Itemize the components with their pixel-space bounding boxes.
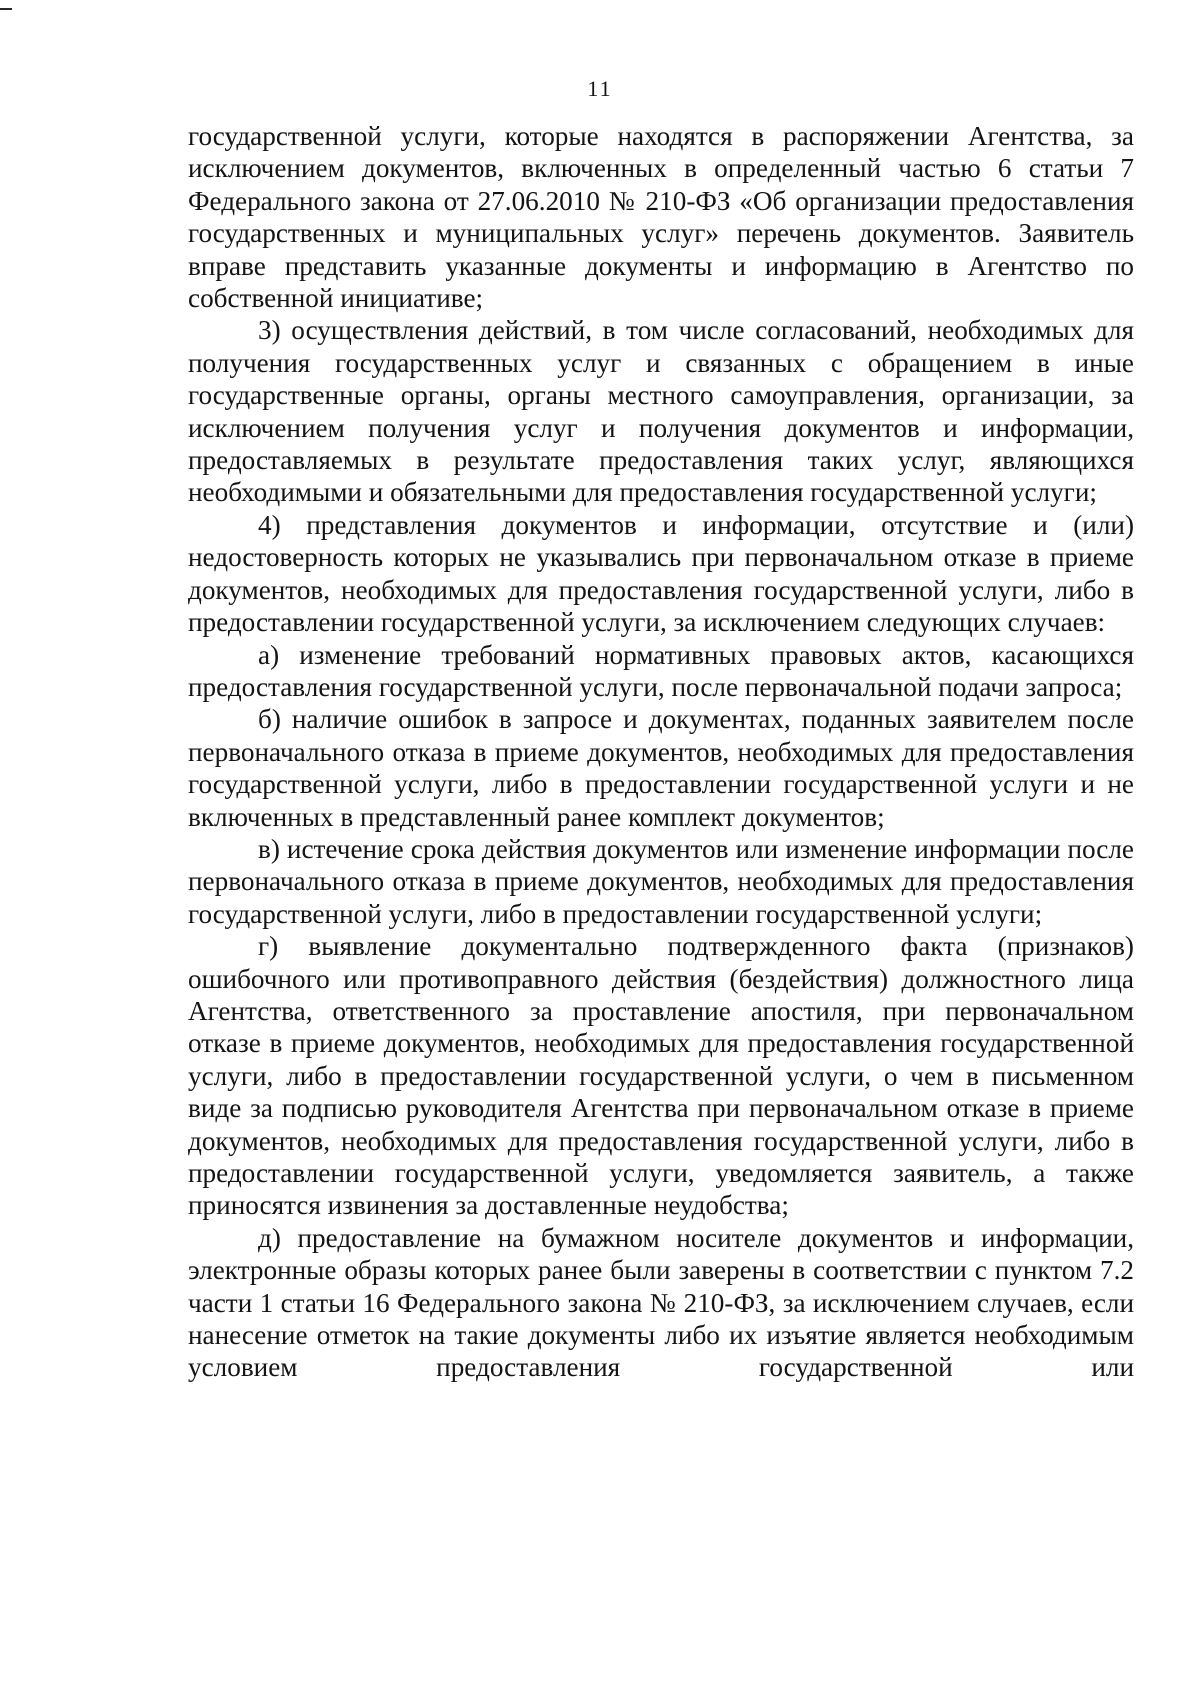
scan-edge-mark (0, 8, 12, 10)
document-body (188, 120, 1134, 1384)
paragraph-continuation: государственной услуги, которые находятся в распоряжении Агентства, за исключением документов, включенных в определенный частью 6 статьи 7 Федерального закона от 27.06.2010 № 210-ФЗ «Об организации предоставления государственных и муниципальных услуг» перечень документов. Заявитель вправе представить указанные документы и информацию в Агентство по собственной инициативе; (188, 121, 1134, 314)
paragraph-subitem-b: б) наличие ошибок в запросе и документах, поданных заявителем после первоначального отказа в приеме документов, необходимых для предоставления государственной услуги, либо в предоставлении государственной услуги и не включенных в представленный ранее комплект документов; (188, 704, 1134, 832)
paragraph-subitem-d: д) предоставление на бумажном носителе документов и информации, электронные образы которых ранее были заверены в соответствии с пунктом 7.2 части 1 статьи 16 Федерального закона № 210-ФЗ, за исключением случаев, если нанесение отметок на такие документы либо их изъятие является необходимым условием предоставления государственной или (188, 1222, 1134, 1383)
paragraph-subitem-g: г) выявление документально подтвержденного факта (признаков) ошибочного или противоправного действия (бездействия) должностного лица Агентства, ответственного за проставление апостиля, при первоначальном отказе в приеме документов, необходимых для предоставления государственной услуги, либо в предоставлении государственной услуги, о чем в письменном виде за подписью руководителя Агентства при первоначальном отказе в приеме документов, необходимых для предоставления государственной услуги, либо в предоставлении государственной услуги, уведомляется заявитель, а также приносятся извинения за доставленные неудобства; (188, 931, 1134, 1221)
paragraph-subitem-v: в) истечение срока действия документов или изменение информации после первоначального отказа в приеме документов, необходимых для предоставления государственной услуги, либо в предоставлении государственной услуги; (188, 833, 1134, 929)
paragraph-item-3: 3) осуществления действий, в том числе согласований, необходимых для получения государственных услуг и связанных с обращением в иные государственные органы, органы местного самоуправления, организации, за исключением получения услуг и получения документов и информации, предоставляемых в результате предоставления таких услуг, являющихся необходимыми и обязательными для предоставления государственной услуги; (188, 315, 1134, 508)
paragraph-item-4: 4) представления документов и информации, отсутствие и (или) недостоверность которых не указывались при первоначальном отказе в приеме документов, необходимых для предоставления государственной услуги, либо в предоставлении государственной услуги, за исключением следующих случаев: (188, 509, 1134, 638)
page-number: 11 (587, 76, 613, 101)
paragraph-subitem-a: а) изменение требований нормативных правовых актов, касающихся предоставления государственной услуги, после первоначальной подачи запроса; (188, 639, 1134, 702)
